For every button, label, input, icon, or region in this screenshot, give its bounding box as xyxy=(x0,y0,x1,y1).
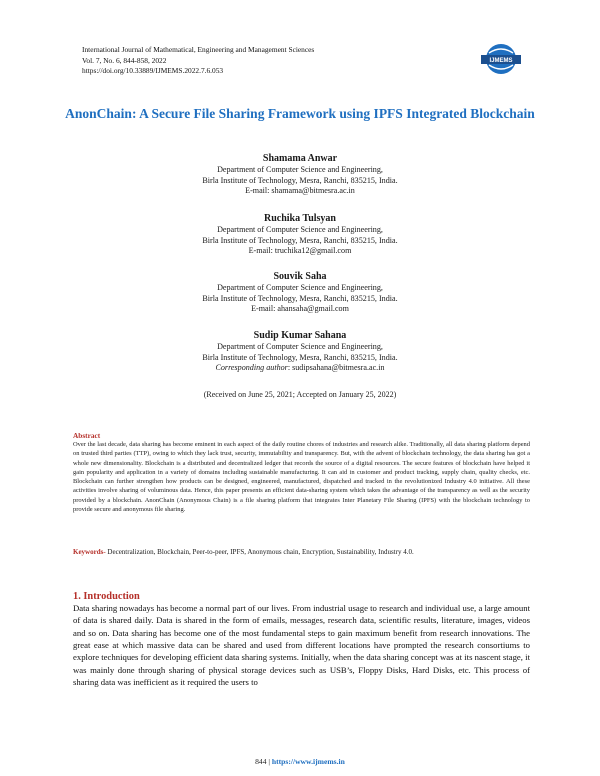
journal-url-link[interactable]: https://www.ijmems.in xyxy=(271,757,345,766)
keywords-label: Keywords- xyxy=(73,548,106,556)
abstract-text: Over the last decade, data sharing has become eminent in each aspect of the daily routine chores of industries and research alike. Traditionally, all data sharing platform depend on trusted third parties (TTP), owing to which they lack trust, security, immutability and transparency. But, with the advent of blockchain technology, the data sharing has got a whole new dimensionality. Blockchain is a distributed and decentralized ledger that records the source of a digital resources. The secure features of blockchain have helped it gain popularity and application in a variety of domains including sustainable manufacturing. It can aid in customer and product tracking, supply chain, quality checks, etc. Blockchain can further strengthen how products can be designed, engineered, manufactured, dispatched and tracked in the revolutionized Industry 4.0 initiative. All these activities involve sharing of voluminous data. Hence, this paper presents an efficient data-sharing system which takes the advantage of the transparency as well as the security provided by a blockchain. AnonChain (Anonymous Chain) is a file sharing platform that integrates Inter Planetary File Sharing (IPFS) with the blockchain technology to provide secure and anonymous file sharing. xyxy=(73,441,530,513)
keywords xyxy=(73,548,530,557)
section-heading: 1. Introduction xyxy=(73,591,140,602)
author-email: E-mail: ahansaha@gmail.com xyxy=(251,304,349,314)
page-number: 844 xyxy=(255,757,267,766)
journal-name: International Journal of Mathematical, Engineering and Management Sciences xyxy=(82,45,315,54)
journal-logo xyxy=(480,42,522,76)
keywords-text: Decentralization, Blockchain, Peer-to-peer, IPFS, Anonymous chain, Encryption, Sustainability, Industry 4.0. xyxy=(105,548,414,556)
author-block xyxy=(60,212,540,257)
corresponding-label: Corresponding author xyxy=(215,363,288,373)
author-department: Department of Computer Science and Engineering, xyxy=(217,165,383,174)
author-name: Sudip Kumar Sahana xyxy=(253,330,347,341)
author-email: E-mail: truchika12@gmail.com xyxy=(248,246,352,256)
author-block xyxy=(60,152,540,197)
logo-text: IJMEMS xyxy=(489,58,513,64)
author-block xyxy=(60,270,540,315)
author-block xyxy=(60,329,540,374)
received-dates: (Received on June 25, 2021; Accepted on January 25, 2022) xyxy=(203,390,397,399)
abstract-heading: Abstract xyxy=(73,431,101,440)
section-body: Data sharing nowadays has become a normal part of our lives. From industrial usage to research and individual use, a large amount of data is shared daily. Data is shared in the form of emails, messages, research data, scientific results, literature, images, videos and so on. Data sharing has become one of the most fundamental steps to gain maximum benefit from research innovations. The great ease at which massive data can be shared and used from different locations have prompted the research consortiums to explore techniques for developing efficient data sharing systems. Initially, when the data sharing concept was at its nascent stage, it was mainly done through sharing of physical storage devices such as USB’s, Floppy Disks, Hard Disks, etc. This process of sharing data was inefficient as it required the users to xyxy=(73,603,530,688)
page-footer xyxy=(0,757,600,766)
author-email: E-mail: shamama@bitmesra.ac.in xyxy=(245,186,355,196)
author-institute: Birla Institute of Technology, Mesra, Ranchi, 835215, India. xyxy=(202,352,398,362)
author-institute: Birla Institute of Technology, Mesra, Ranchi, 835215, India. xyxy=(202,235,398,245)
journal-header xyxy=(82,45,314,77)
author-name: Shamama Anwar xyxy=(262,153,338,164)
author-department: Department of Computer Science and Engineering, xyxy=(217,225,383,234)
paper-title: AnonChain: A Secure File Sharing Framework using IPFS Integrated Blockchain xyxy=(65,106,535,121)
author-name: Souvik Saha xyxy=(273,271,327,282)
author-institute: Birla Institute of Technology, Mesra, Ranchi, 835215, India. xyxy=(202,293,398,303)
corresponding-email: : sudipsahana@bitmesra.ac.in xyxy=(287,363,385,373)
footer-separator: | xyxy=(268,757,270,766)
author-name: Ruchika Tulsyan xyxy=(264,213,336,224)
author-institute: Birla Institute of Technology, Mesra, Ranchi, 835215, India. xyxy=(202,175,398,185)
author-corresponding xyxy=(60,363,540,374)
journal-doi[interactable]: https://doi.org/10.33889/IJMEMS.2022.7.6.053 xyxy=(82,66,224,75)
author-department: Department of Computer Science and Engineering, xyxy=(217,283,383,292)
author-department: Department of Computer Science and Engineering, xyxy=(217,342,383,351)
journal-volume: Vol. 7, No. 6, 844-858, 2022 xyxy=(82,55,167,65)
